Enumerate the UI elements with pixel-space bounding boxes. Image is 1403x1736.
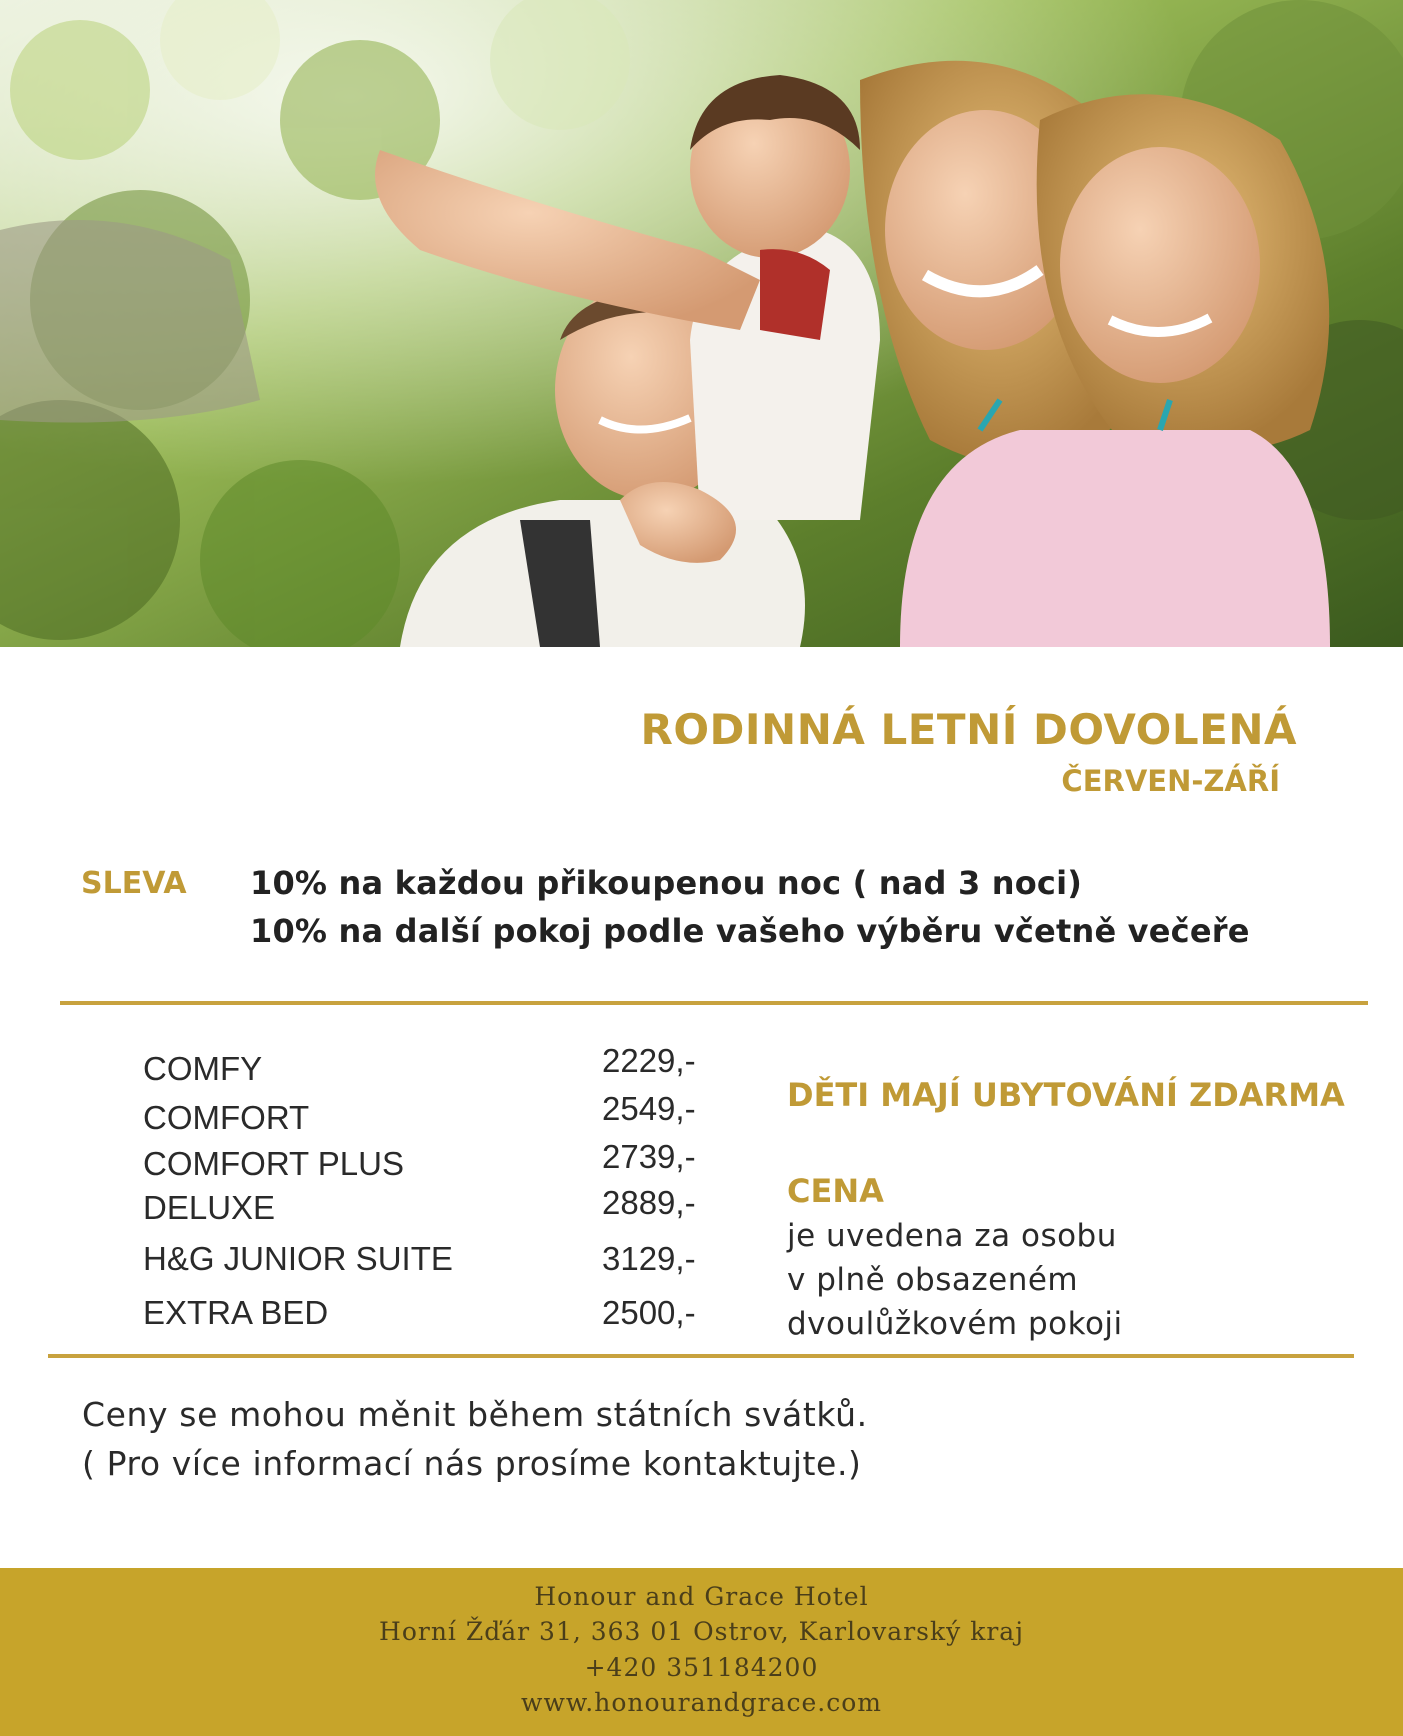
price-note-line: je uvedena za osobu xyxy=(787,1218,1117,1254)
room-price: 2549,- xyxy=(602,1090,696,1127)
room-price: 3129,- xyxy=(602,1240,696,1277)
room-name: COMFY xyxy=(143,1050,263,1087)
room-name: EXTRA BED xyxy=(143,1294,329,1331)
room-price: 2500,- xyxy=(602,1294,696,1331)
divider xyxy=(48,1354,1354,1358)
room-name: COMFORT xyxy=(143,1099,310,1136)
price-note-line: v plně obsazeném xyxy=(787,1262,1079,1298)
footer xyxy=(0,1568,1403,1736)
discount-line: 10% na každou přikoupenou noc ( nad 3 noci) xyxy=(250,864,1083,902)
hotel-address: Horní Žďár 31, 363 01 Ostrov, Karlovarský kraj xyxy=(379,1617,1024,1646)
offer-subtitle: ČERVEN-ZÁŘÍ xyxy=(1061,764,1280,798)
kids-free-note: DĚTI MAJÍ UBYTOVÁNÍ ZDARMA xyxy=(787,1076,1345,1114)
offer-title: RODINNÁ LETNÍ DOVOLENÁ xyxy=(640,705,1297,754)
holiday-note: Ceny se mohou měnit během státních svátků. xyxy=(82,1395,868,1434)
price-note-line: dvoulůžkovém pokoji xyxy=(787,1306,1123,1342)
family-photo-icon xyxy=(0,0,1403,647)
discount-line: 10% na další pokoj podle vašeho výběru včetně večeře xyxy=(250,912,1250,950)
hotel-website: www.honourandgrace.com xyxy=(521,1688,882,1717)
room-price: 2739,- xyxy=(602,1138,696,1175)
contact-note: ( Pro více informací nás prosíme kontaktujte.) xyxy=(82,1444,862,1483)
discount-label: SLEVA xyxy=(81,866,187,901)
room-name: DELUXE xyxy=(143,1189,276,1226)
room-price: 2229,- xyxy=(602,1042,696,1079)
room-price: 2889,- xyxy=(602,1184,696,1221)
room-name: H&G JUNIOR SUITE xyxy=(143,1240,453,1277)
hotel-name: Honour and Grace Hotel xyxy=(534,1582,869,1611)
price-heading: CENA xyxy=(787,1172,884,1210)
room-name: COMFORT PLUS xyxy=(143,1145,404,1182)
hero-photo xyxy=(0,0,1403,647)
divider xyxy=(60,1001,1368,1005)
hotel-phone: +420 351184200 xyxy=(584,1653,819,1682)
